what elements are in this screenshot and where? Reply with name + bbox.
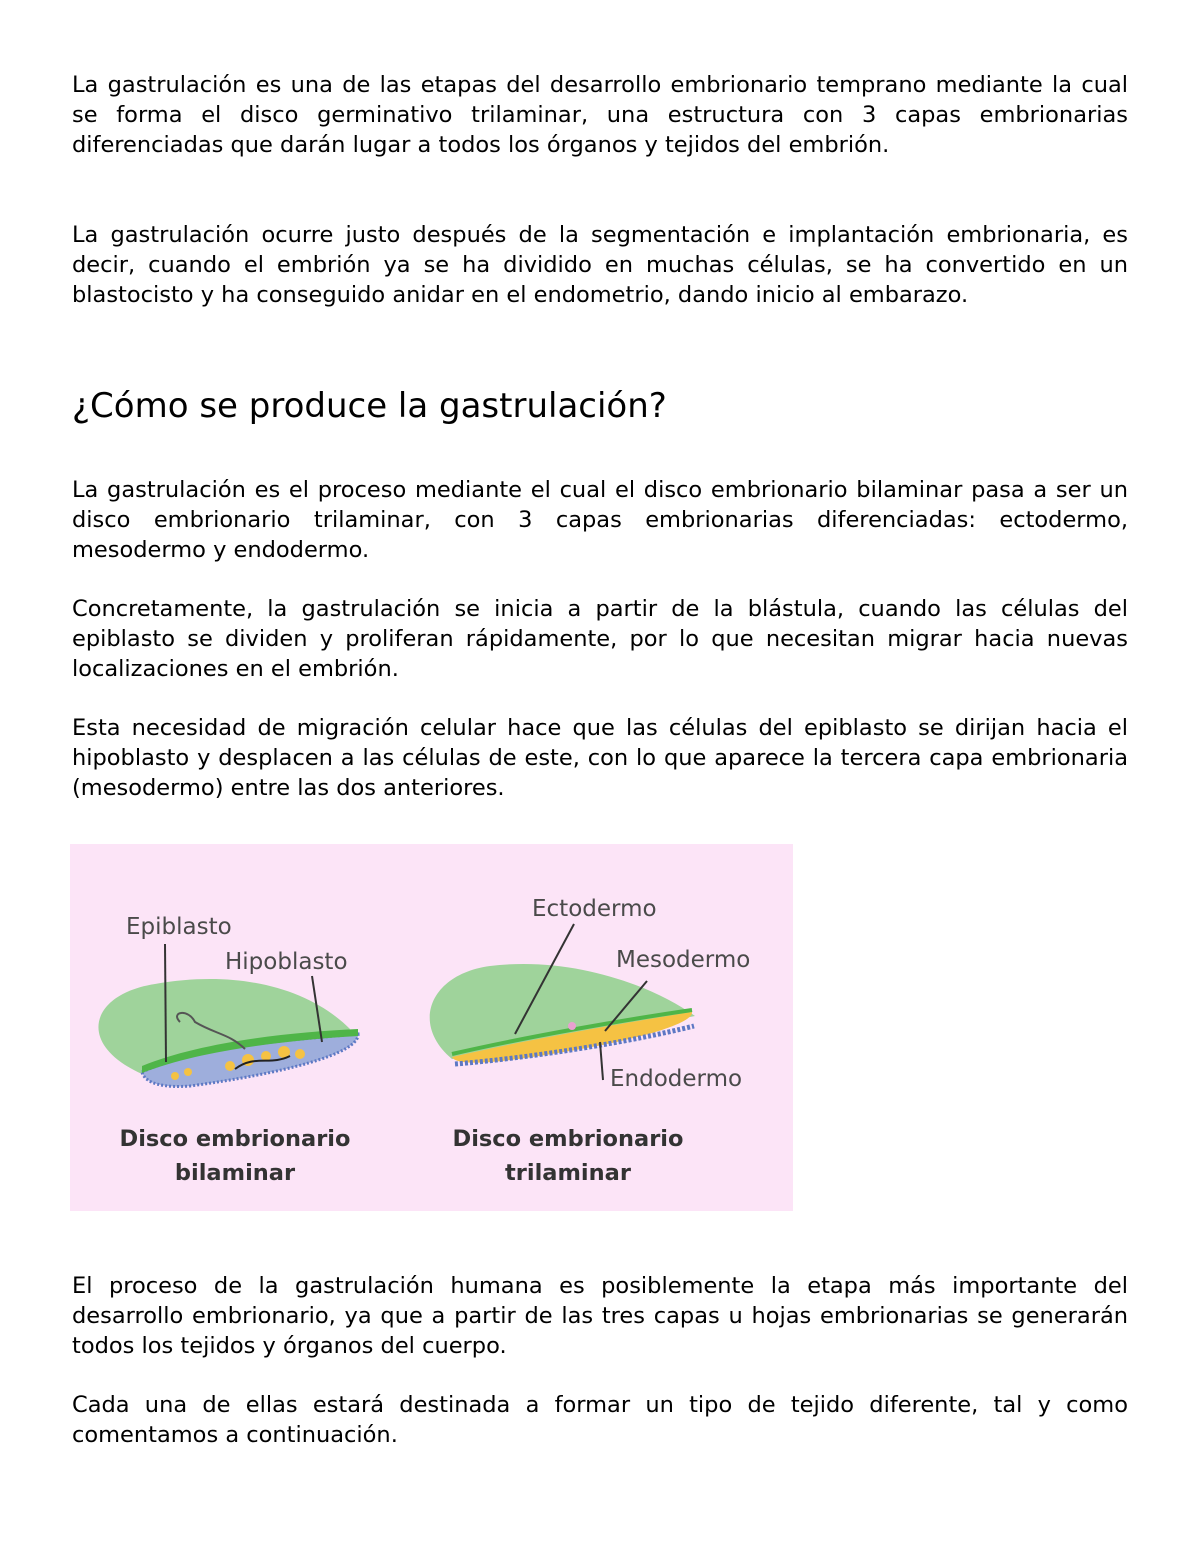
caption-bilaminar-line2: bilaminar	[174, 1160, 296, 1186]
migrating-cell	[225, 1061, 235, 1071]
label-epiblasto: Epiblasto	[126, 914, 232, 940]
paragraph-2: La gastrulación ocurre justo después de la segmentación e implantación embrionaria, es decir, cuando el embrión ya se ha dividido en muchas células, se ha convertido en un blastocisto y ha conseguido anidar en el endometrio, dando inicio al embarazo.	[72, 222, 1128, 308]
label-hipoblasto: Hipoblasto	[225, 949, 348, 975]
section-heading: ¿Cómo se produce la gastrulación?	[72, 386, 667, 426]
label-endodermo: Endodermo	[610, 1066, 743, 1092]
caption-trilaminar-line1: Disco embrionario	[452, 1126, 684, 1152]
paragraph-5: Esta necesidad de migración celular hace que las células del epiblasto se dirijan hacia el hipoblasto y desplacen a las células de este, con lo que aparece la tercera capa embrionaria (mesodermo) entre las dos anteriores.	[72, 715, 1128, 801]
gastrulation-diagram	[70, 844, 793, 1211]
paragraph-6: El proceso de la gastrulación humana es posiblemente la etapa más importante del desarrollo embrionario, ya que a partir de las tres capas u hojas embrionarias se generarán todos los tejidos y órganos del cuerpo.	[72, 1273, 1128, 1359]
primitive-node	[568, 1022, 576, 1030]
caption-bilaminar-line1: Disco embrionario	[119, 1126, 351, 1152]
paragraph-4: Concretamente, la gastrulación se inicia a partir de la blástula, cuando las células del epiblasto se dividen y proliferan rápidamente, por lo que necesitan migrar hacia nuevas localizaciones en el embrión.	[72, 596, 1128, 682]
paragraph-1: La gastrulación es una de las etapas del desarrollo embrionario temprano mediante la cual se forma el disco germinativo trilaminar, una estructura con 3 capas embrionarias diferenciadas que darán lugar a todos los órganos y tejidos del embrión.	[72, 72, 1128, 158]
label-mesodermo: Mesodermo	[616, 947, 751, 973]
epiblasto-pointer	[165, 944, 166, 1062]
migrating-cell	[171, 1072, 179, 1080]
paragraph-7: Cada una de ellas estará destinada a formar un tipo de tejido diferente, tal y como comentamos a continuación.	[72, 1392, 1128, 1448]
migrating-cell	[261, 1051, 271, 1061]
migrating-cell	[184, 1068, 192, 1076]
gastrulation-figure	[70, 844, 793, 1211]
label-ectodermo: Ectodermo	[532, 896, 657, 922]
caption-trilaminar-line2: trilaminar	[505, 1160, 631, 1186]
migrating-cell	[295, 1049, 305, 1059]
paragraph-3: La gastrulación es el proceso mediante el cual el disco embrionario bilaminar pasa a ser un disco embrionario trilaminar, con 3 capas embrionarias diferenciadas: ectodermo, mesodermo y endodermo.	[72, 477, 1128, 563]
